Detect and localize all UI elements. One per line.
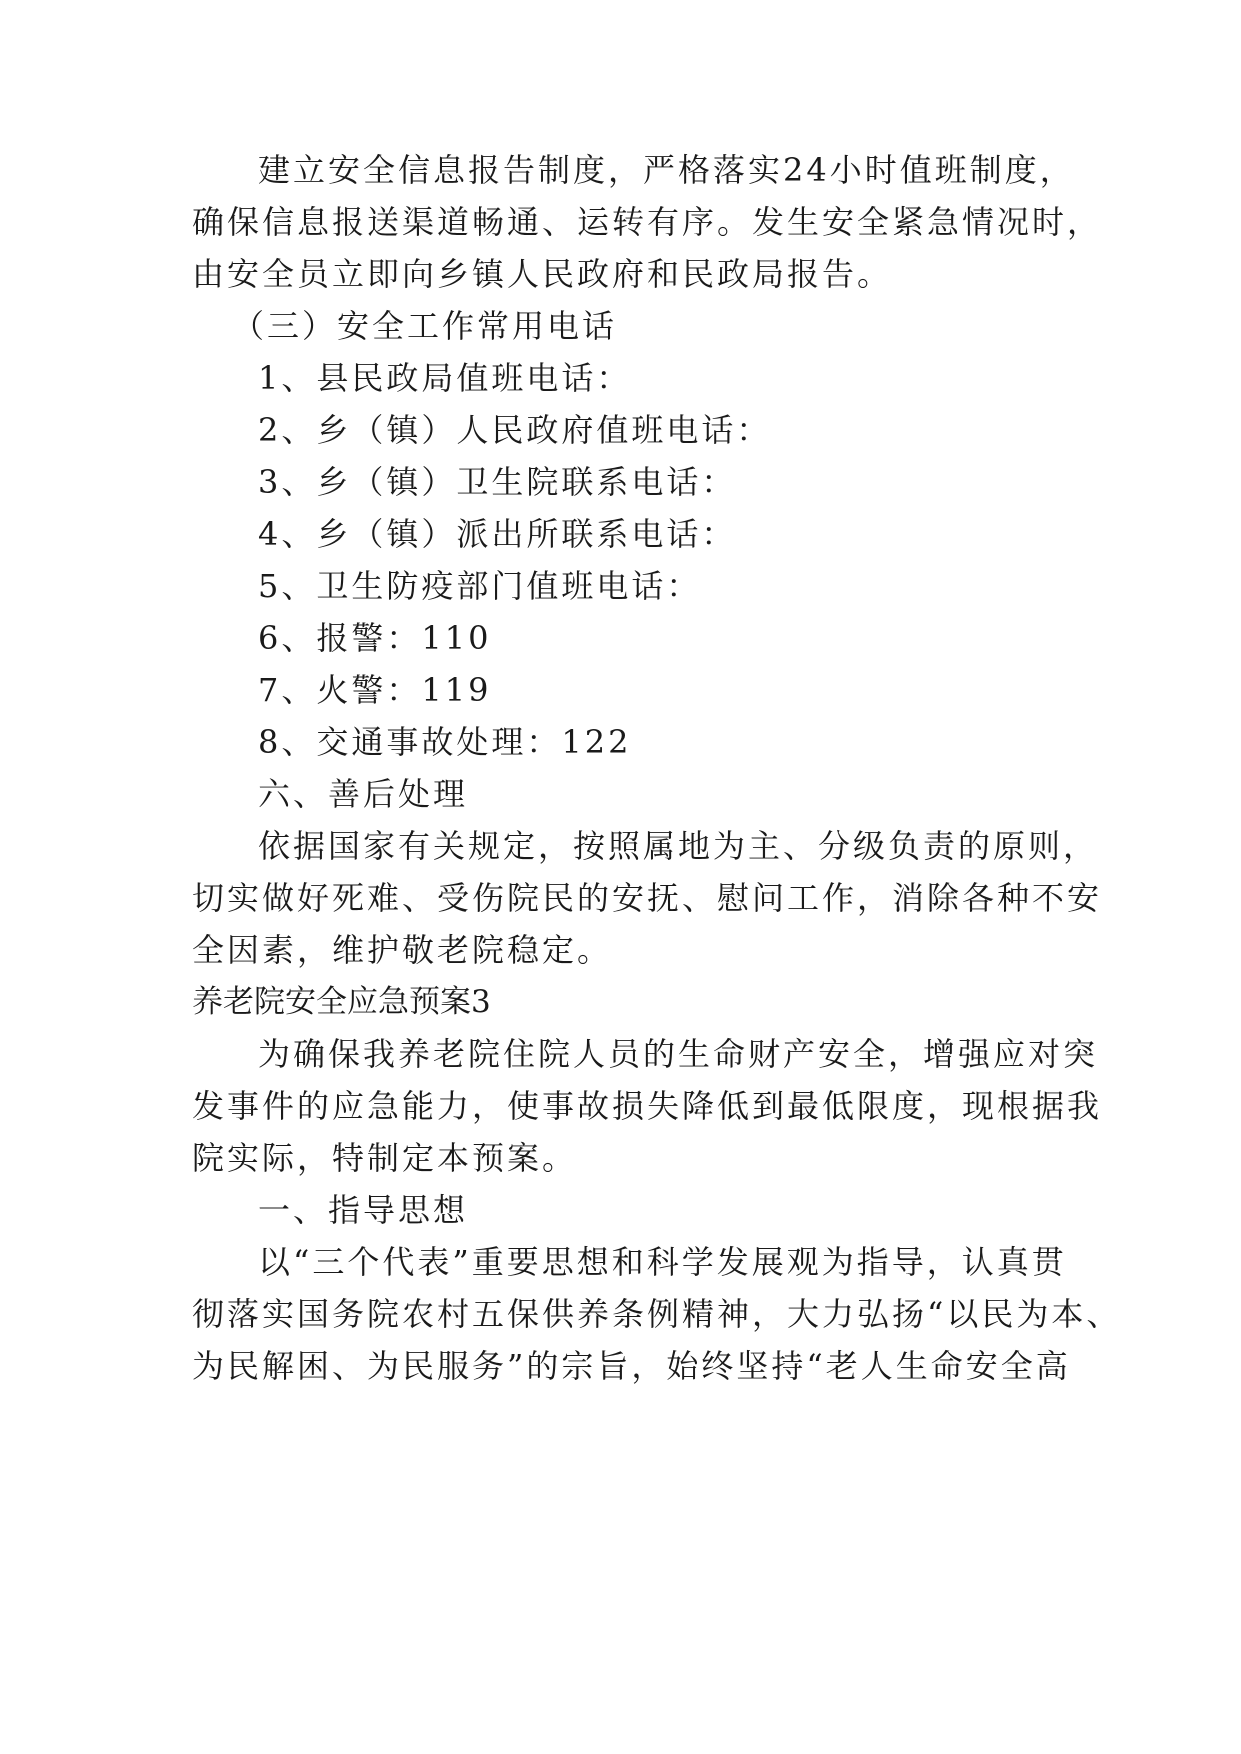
aftermath-section-heading: 六、善后处理	[258, 775, 469, 813]
phone-list-item: 8、交通事故处理：122	[258, 723, 632, 761]
phone-list-item: 7、火警：119	[258, 671, 492, 709]
report-paragraph-line-2: 确保信息报送渠道畅通、运转有序。发生安全紧急情况时，	[192, 203, 1103, 241]
aftermath-paragraph-line-3: 全因素，维护敬老院稳定。	[192, 931, 613, 969]
report-paragraph-line-3: 由安全员立即向乡镇人民政府和民政局报告。	[192, 255, 893, 293]
phone-list-item: 6、报警：110	[258, 619, 492, 657]
report-paragraph-line-1: 建立安全信息报告制度，严格落实24小时值班制度，	[258, 151, 1075, 189]
phone-list-item: 5、卫生防疫部门值班电话：	[258, 567, 702, 605]
plan3-intro-line-2: 发事件的应急能力，使事故损失降低到最低限度，现根据我	[192, 1087, 1103, 1125]
phone-list-item: 4、乡（镇）派出所联系电话：	[258, 515, 737, 553]
plan3-title: 养老院安全应急预案3	[192, 984, 491, 1020]
plan3-intro-line-1: 为确保我养老院住院人员的生命财产安全，增强应对突	[258, 1035, 1099, 1073]
aftermath-paragraph-line-1: 依据国家有关规定，按照属地为主、分级负责的原则，	[258, 827, 1099, 865]
phone-list-item: 3、乡（镇）卫生院联系电话：	[258, 463, 737, 501]
aftermath-paragraph-line-2: 切实做好死难、受伤院民的安抚、慰问工作，消除各种不安	[192, 879, 1103, 917]
phone-list-item: 2、乡（镇）人民政府值班电话：	[258, 411, 772, 449]
guiding-paragraph-line-1: 以“三个代表”重要思想和科学发展观为指导，认真贯	[258, 1243, 1067, 1281]
guiding-section-heading: 一、指导思想	[258, 1191, 469, 1229]
plan3-intro-line-3: 院实际，特制定本预案。	[192, 1139, 578, 1177]
guiding-paragraph-line-2: 彻落实国务院农村五保供养条例精神，大力弘扬“以民为本、	[192, 1295, 1122, 1333]
phones-section-heading: （三）安全工作常用电话	[232, 307, 618, 345]
guiding-paragraph-line-3: 为民解困、为民服务”的宗旨，始终坚持“老人生命安全高	[192, 1347, 1071, 1385]
phone-list-item: 1、县民政局值班电话：	[258, 359, 632, 397]
